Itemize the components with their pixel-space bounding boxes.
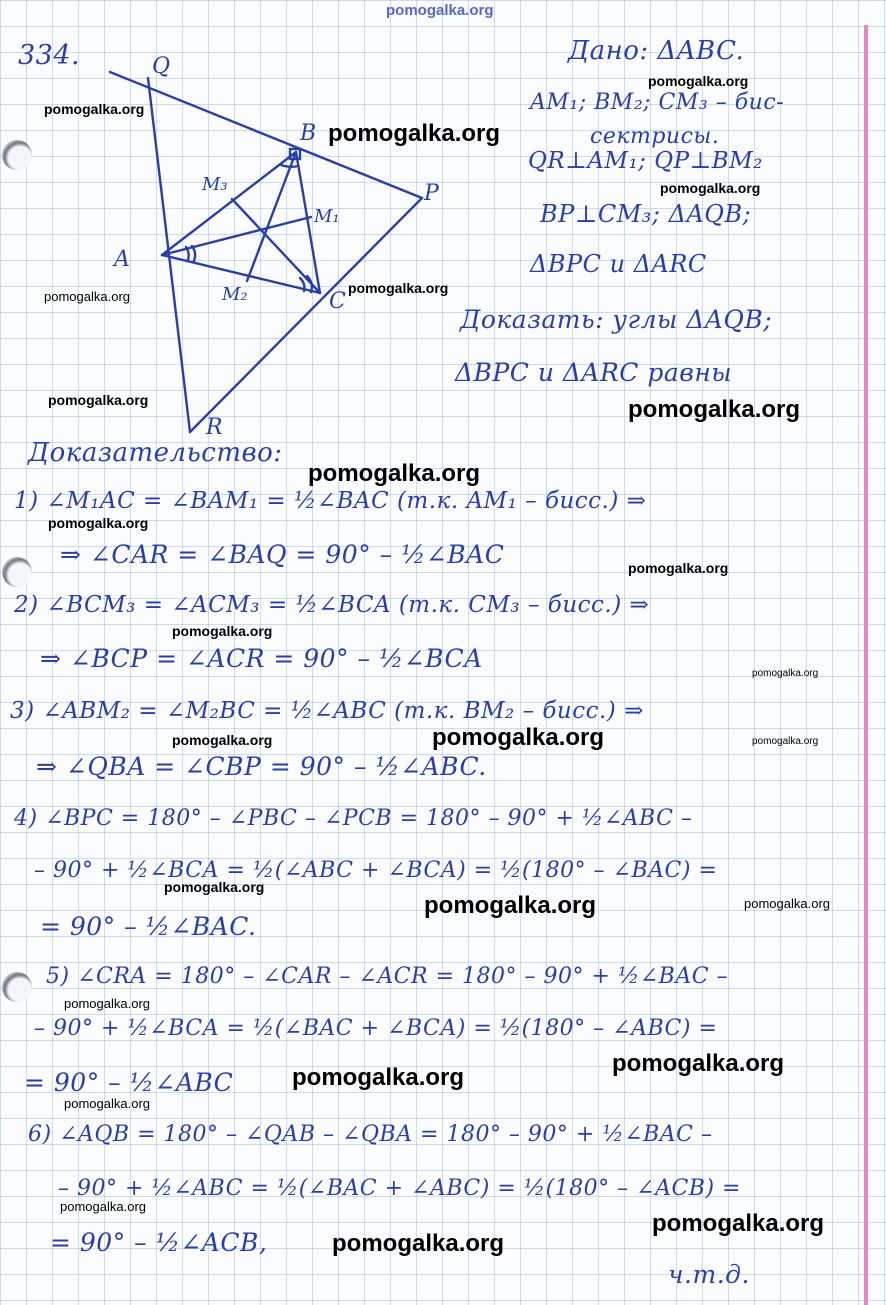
label-m2: M₂	[222, 284, 248, 305]
watermark: pomogalka.org	[64, 996, 150, 1011]
given-line: BP⊥CM₃; ΔAQB;	[540, 200, 752, 228]
proof-line: – 90° + ½∠ABC = ½(∠BAC + ∠ABC) = ½(180° – ∠ACB) =	[58, 1176, 741, 1201]
bisector-am1	[162, 217, 311, 255]
watermark: pomogalka.org	[328, 120, 501, 147]
problem-number: 334.	[18, 40, 81, 71]
proof-line: 3) ∠ABM₂ = ∠M₂BC = ½∠ABC (т.к. BM₂ – бисс.) ⇒	[10, 698, 644, 724]
watermark: pomogalka.org	[752, 668, 819, 679]
label-m1: M₁	[314, 206, 340, 227]
label-r: R	[206, 415, 223, 440]
given-line: ΔBPC и ΔARC	[530, 250, 707, 278]
line-rp	[190, 198, 422, 432]
proof-line: = 90° – ½∠ACB,	[50, 1228, 268, 1257]
proof-line: 6) ∠AQB = 180° – ∠QAB – ∠QBA = 180° – 90° + ½∠BAC –	[28, 1122, 713, 1147]
label-c: C	[329, 289, 346, 314]
watermark: pomogalka.org	[44, 289, 130, 304]
label-q: Q	[152, 54, 171, 79]
given-line: AM₁; BM₂; CM₃ – бис-	[530, 90, 785, 115]
proof-line: 1) ∠M₁AC = ∠BAM₁ = ½∠BAC (т.к. AM₁ – бисс.) ⇒	[14, 488, 647, 514]
watermark: pomogalka.org	[172, 623, 273, 639]
watermark: pomogalka.org	[612, 1050, 785, 1077]
label-a: A	[114, 247, 130, 272]
watermark: pomogalka.org	[332, 1230, 505, 1257]
proof-line: – 90° + ½∠BCA = ½(∠ABC + ∠BCA) = ½(180° – ∠BAC) =	[34, 858, 718, 883]
watermark: pomogalka.org	[44, 101, 145, 117]
watermark: pomogalka.org	[648, 73, 749, 89]
label-p: P	[424, 181, 439, 206]
proof-line: 2) ∠BCM₃ = ∠ACM₃ = ½∠BCA (т.к. CM₃ – бисс.) ⇒	[14, 592, 650, 618]
watermark: pomogalka.org	[48, 515, 149, 531]
watermark: pomogalka.org	[660, 180, 761, 196]
prove-line: ΔBPC и ΔARC равны	[455, 358, 733, 387]
prove-line: Доказать: углы ΔAQB;	[460, 305, 773, 334]
proof-line: ⇒ ∠QBA = ∠CBP = 90° – ½∠ABC.	[36, 752, 487, 781]
watermark: pomogalka.org	[628, 396, 801, 423]
watermark: pomogalka.org	[752, 736, 819, 747]
label-b: B	[300, 121, 317, 146]
watermark: pomogalka.org	[172, 732, 273, 748]
given-line: сектрисы.	[590, 124, 720, 149]
watermark: pomogalka.org	[308, 460, 481, 487]
watermark: pomogalka.org	[424, 892, 597, 919]
watermark: pomogalka.org	[652, 1210, 825, 1237]
label-m3: M₃	[202, 174, 228, 195]
proof-line: ⇒ ∠CAR = ∠BAQ = 90° – ½∠BAC	[60, 540, 505, 569]
line-qr	[148, 78, 190, 432]
watermark: pomogalka.org	[292, 1064, 465, 1091]
proof-title: Доказательство:	[28, 438, 283, 468]
given-line: Дано: ΔABC.	[568, 36, 745, 66]
watermark: pomogalka.org	[348, 280, 449, 296]
watermark-top: pomogalka.org	[386, 2, 494, 19]
qed: ч.т.д.	[668, 1260, 750, 1289]
watermark: pomogalka.org	[48, 392, 149, 408]
watermark: pomogalka.org	[628, 560, 729, 576]
watermark: pomogalka.org	[432, 724, 605, 751]
watermark: pomogalka.org	[60, 1199, 146, 1214]
watermark: pomogalka.org	[164, 879, 265, 895]
watermark: pomogalka.org	[64, 1096, 150, 1111]
proof-line: = 90° – ½∠BAC.	[40, 912, 257, 941]
proof-line: – 90° + ½∠BCA = ½(∠BAC + ∠BCA) = ½(180° – ∠ABC) =	[34, 1016, 718, 1041]
watermark: pomogalka.org	[744, 896, 830, 911]
proof-line: 4) ∠BPC = 180° – ∠PBC – ∠PCB = 180° – 90° + ½∠ABC –	[14, 806, 693, 831]
given-line: QR⊥AM₁; QP⊥BM₂	[528, 148, 763, 174]
proof-line: = 90° – ½∠ABC	[24, 1068, 234, 1097]
proof-line: ⇒ ∠BCP = ∠ACR = 90° – ½∠BCA	[40, 644, 483, 673]
proof-line: 5) ∠CRA = 180° – ∠CAR – ∠ACR = 180° – 90° + ½∠BAC –	[46, 964, 729, 989]
